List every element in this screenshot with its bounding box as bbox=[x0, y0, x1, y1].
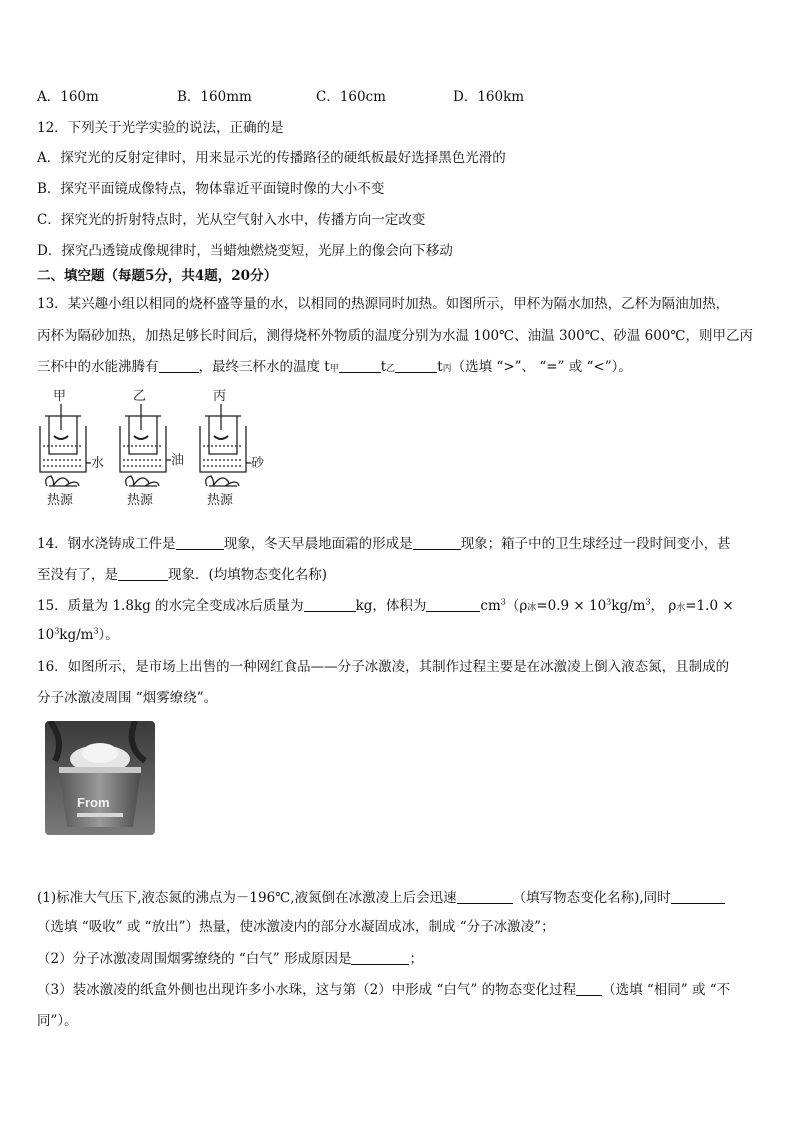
q16-text: （2）分子冰激凌周围烟雾缭绕的 “白气” 形成原因是 bbox=[37, 951, 352, 967]
q15-text: 10 bbox=[37, 627, 55, 643]
q16-text: （选填 “相同” 或 “不 bbox=[602, 982, 731, 998]
cup-jia bbox=[40, 388, 104, 507]
q15-text: =0.9 × 10 bbox=[536, 598, 607, 614]
q13-blank-boil[interactable] bbox=[159, 358, 199, 373]
q11-option-c: C．160cm bbox=[316, 89, 386, 105]
section-heading: 二、填空题（每题5分，共4题，20分） bbox=[37, 268, 278, 284]
q14-text: 至没有了，是 bbox=[37, 567, 118, 583]
medium-label-sand: 砂 bbox=[251, 455, 265, 470]
q15-text: kg/m bbox=[611, 598, 646, 614]
q15-text: ， ρ bbox=[650, 598, 677, 614]
medium-label-water: 水 bbox=[91, 455, 105, 470]
q12-option-c: C．探究光的折射特点时，光从空气射入水中，传播方向一定改变 bbox=[37, 212, 426, 228]
q13-text: （选填 “>”、 “=” 或 “<”）。 bbox=[451, 359, 632, 375]
q13-text: t bbox=[437, 359, 443, 375]
q13-sub: 丙 bbox=[442, 364, 452, 374]
q13-blank-compare2[interactable] bbox=[395, 358, 437, 373]
q15-blank-mass[interactable] bbox=[304, 597, 356, 612]
q16-text: (1)标准大气压下,液态氮的沸点为－196℃,液氮倒在冰激凌上后会迅速 bbox=[37, 890, 457, 906]
q14-line2 bbox=[37, 563, 327, 583]
q16-blank-3[interactable] bbox=[351, 950, 409, 965]
q13-line1: 13．某兴趣小组以相同的烧杯盛等量的水，以相同的热源同时加热。如图所示，甲杯为隔水加热，乙杯为隔油加热， bbox=[37, 296, 730, 312]
q11-option-d: D．160km bbox=[453, 89, 525, 105]
q16-text: ； bbox=[409, 951, 423, 967]
q14-line1 bbox=[37, 532, 731, 552]
heat-source-label: 热源 bbox=[47, 492, 74, 507]
q12-option-d: D．探究凸透镜成像规律时，当蜡烛燃烧变短，光屏上的像会向下移动 bbox=[37, 243, 453, 259]
q15-text: （ρ bbox=[505, 598, 528, 614]
q15-line2: $10^3kg/m^3$）。 bbox=[37, 626, 119, 643]
q14-blank-2[interactable] bbox=[413, 535, 461, 550]
q12-option-b: B．探究平面镜成像特点，物体靠近平面镜时像的大小不变 bbox=[37, 181, 385, 197]
q16-part2 bbox=[37, 947, 423, 967]
q16-line1: 16．如图所示，是市场上出售的一种网红食品——分子冰激凌，其制作过程主要是在冰激凌上倒入液态氮，且制成的 bbox=[37, 659, 730, 675]
q16-blank-4[interactable] bbox=[576, 981, 602, 996]
q13-text: ，最终三杯水的温度 t bbox=[198, 359, 330, 375]
q12-stem: 12．下列关于光学实验的说法，正确的是 bbox=[37, 120, 284, 136]
q16-line2: 分子冰激凌周围 “烟雾缭绕”。 bbox=[37, 690, 218, 706]
cup-bing bbox=[200, 388, 265, 507]
cup-label-jia: 甲 bbox=[53, 388, 67, 403]
q14-text: 现象；箱子中的卫生球经过一段时间变小，甚 bbox=[460, 536, 731, 552]
q15-sub: 水 bbox=[676, 603, 686, 613]
q11-option-b: B．160mm bbox=[177, 89, 252, 105]
q15-text: 15．质量为 1.8kg 的水完全变成冰后质量为 bbox=[37, 598, 304, 614]
q15-text: cm bbox=[480, 598, 501, 614]
q13-sub: 乙 bbox=[386, 364, 396, 374]
photo-brand-text: From bbox=[77, 795, 110, 810]
q16-blank-1[interactable] bbox=[457, 889, 513, 904]
q13-line2: 丙杯为隔砂加热，加热足够长时间后，测得烧杯外物质的温度分别为水温 100℃、油温 300℃、砂温 600℃，则甲乙丙 bbox=[37, 328, 753, 344]
q13-sub: 甲 bbox=[329, 364, 339, 374]
q12-option-a: A．探究光的反射定律时，用来显示光的传播路径的硬纸板最好选择黑色光滑的 bbox=[37, 150, 506, 166]
q13-line3 bbox=[37, 355, 632, 375]
q15-sub: 冰 bbox=[527, 603, 537, 613]
q16-text: （填写物态变化名称),同时 bbox=[512, 890, 671, 906]
q16-text: （3）装冰激凌的纸盒外侧也出现许多小水珠，这与第（2）中形成 “白气” 的物态变化过程 bbox=[37, 982, 577, 998]
q14-blank-1[interactable] bbox=[176, 535, 224, 550]
q13-text: 三杯中的水能沸腾有 bbox=[37, 359, 159, 375]
q15-text: ）。 bbox=[98, 627, 119, 643]
q14-text: 14．钢水浇铸成工件是 bbox=[37, 536, 176, 552]
q14-text: 现象，冬天早晨地面霜的形成是 bbox=[223, 536, 413, 552]
q15-text: =1.0 × bbox=[685, 598, 734, 614]
q16-part3-line2: 同”）。 bbox=[37, 1013, 78, 1029]
q16-part1-line2: （选填 “吸收” 或 “放出”）热量，使冰激凌内的部分水凝固成冰，制成 “分子冰激凌”； bbox=[37, 919, 555, 935]
cup-label-yi: 乙 bbox=[133, 388, 147, 403]
q14-text: 现象．(均填物态变化名称) bbox=[168, 567, 328, 583]
heat-source-label: 热源 bbox=[127, 492, 154, 507]
q16-blank-2[interactable] bbox=[671, 889, 725, 904]
ice-cream-photo bbox=[45, 721, 155, 835]
cup-label-bing: 丙 bbox=[213, 388, 227, 403]
q15-line1: 15．质量为 1.8kg 的水完全变成冰后质量为 kg，体积为 $cm^3(\rho$冰$=0.9 \times 10^3kg/m^3$， ρ水=1.0 × bbox=[37, 597, 734, 614]
cup-yi bbox=[120, 388, 184, 507]
q16-part1-line1 bbox=[37, 886, 725, 906]
q15-blank-volume[interactable] bbox=[426, 597, 480, 612]
q15-text: kg，体积为 bbox=[355, 598, 427, 614]
q15-text: kg/m bbox=[59, 627, 94, 643]
q13-blank-compare1[interactable] bbox=[339, 358, 381, 373]
q11-option-a: A．160m bbox=[37, 89, 99, 105]
medium-label-oil: 油 bbox=[171, 452, 185, 467]
q14-blank-3[interactable] bbox=[118, 566, 168, 581]
q13-text: t bbox=[380, 359, 387, 375]
heat-source-label: 热源 bbox=[207, 492, 234, 507]
q16-part3-line1 bbox=[37, 978, 730, 998]
q13-heating-figure bbox=[37, 386, 277, 516]
